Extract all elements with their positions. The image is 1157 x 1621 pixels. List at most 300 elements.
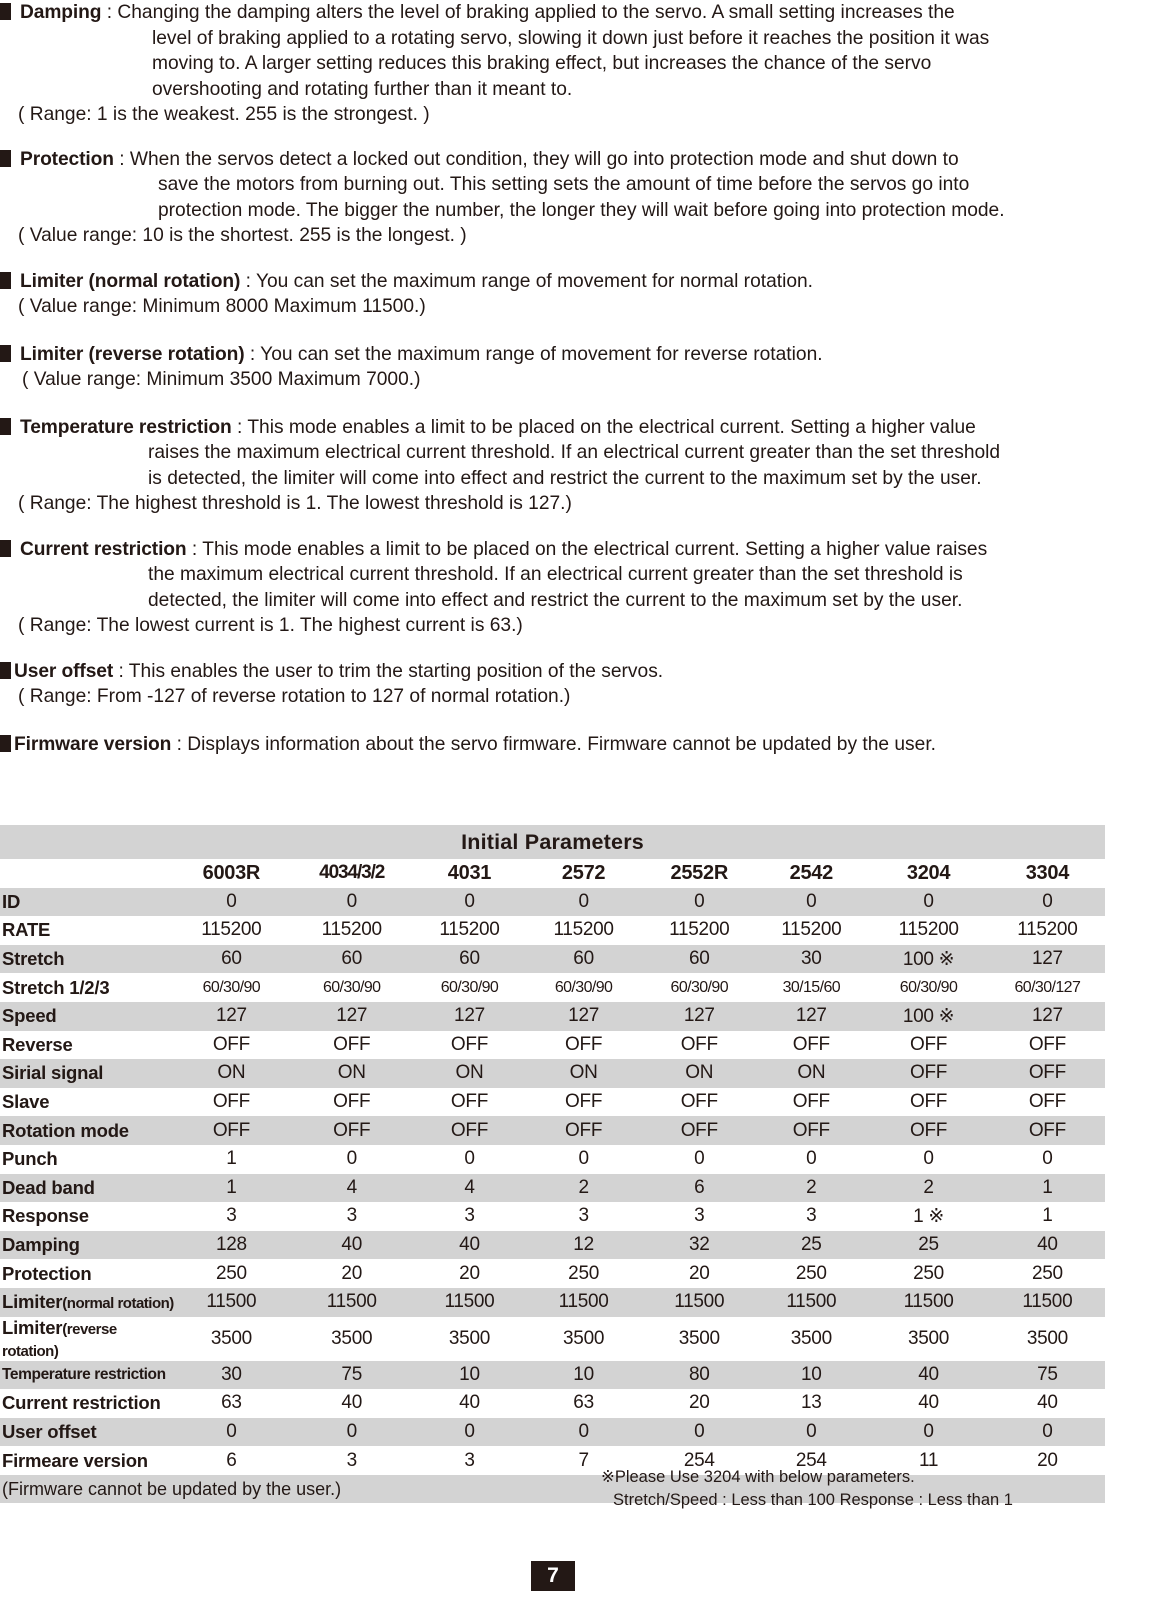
initial-parameters-table-wrap bbox=[0, 825, 1105, 1503]
table-cell: 4 bbox=[288, 1174, 415, 1203]
table-cell: 115200 bbox=[755, 916, 867, 945]
row-label-text: Punch bbox=[2, 1148, 58, 1170]
table-cell: OFF bbox=[990, 1088, 1105, 1117]
table-cell: 250 bbox=[174, 1259, 288, 1288]
table-cell: 11 bbox=[867, 1446, 989, 1475]
table-cell: 0 bbox=[755, 1145, 867, 1174]
table-cell: 115200 bbox=[643, 916, 755, 945]
table-cell: OFF bbox=[867, 1031, 989, 1060]
section-current-restriction-cont-1: the maximum electrical current threshold. If an electrical current greater than the set threshold is bbox=[148, 564, 963, 585]
section-temperature-restriction-range: ( Range: The highest threshold is 1. The lowest threshold is 127.) bbox=[18, 493, 572, 514]
table-cell: 0 bbox=[755, 888, 867, 917]
row-label bbox=[0, 1361, 174, 1390]
table-cell: 11500 bbox=[415, 1288, 524, 1317]
section-limiter-reverse-first-line: You can set the maximum range of movement for reverse rotation. bbox=[260, 343, 823, 365]
section-firmware-version-term: Firmware version bbox=[14, 733, 172, 755]
row-label-text: Damping bbox=[2, 1234, 80, 1256]
section-protection-headline bbox=[0, 147, 1157, 173]
table-cell: OFF bbox=[755, 1031, 867, 1060]
row-label-text: Firmeare version bbox=[2, 1449, 148, 1471]
table-cell: ON bbox=[643, 1059, 755, 1088]
table-cell: 20 bbox=[643, 1389, 755, 1418]
section-temperature-restriction-headline bbox=[0, 415, 1157, 441]
row-label-text: Current restriction bbox=[2, 1392, 161, 1414]
table-cell: 40 bbox=[415, 1231, 524, 1260]
row-label-text: Stretch 1/2/3 bbox=[2, 976, 110, 998]
table-cell: 127 bbox=[174, 1002, 288, 1031]
table-cell: OFF bbox=[524, 1088, 643, 1117]
initial-parameters-table bbox=[0, 825, 1105, 1503]
table-cell: 20 bbox=[288, 1259, 415, 1288]
table-cell: 115200 bbox=[174, 916, 288, 945]
table-cell: 115200 bbox=[524, 916, 643, 945]
table-cell: 40 bbox=[415, 1389, 524, 1418]
table-cell: 127 bbox=[524, 1002, 643, 1031]
section-damping-colon: : bbox=[101, 2, 118, 23]
section-protection-range: ( Value range: 10 is the shortest. 255 is the longest. ) bbox=[18, 225, 467, 246]
table-cell: OFF bbox=[643, 1088, 755, 1117]
table-cell: 25 bbox=[755, 1231, 867, 1260]
section-temperature-restriction bbox=[0, 415, 1157, 517]
section-temperature-restriction-cont-2: is detected, the limiter will come into effect and restrict the current to the maximum set by the user. bbox=[148, 467, 982, 489]
section-user-offset-range: ( Range: From -127 of reverse rotation to 127 of normal rotation.) bbox=[18, 686, 571, 707]
section-user-offset-first-line: This enables the user to trim the starting position of the servos. bbox=[128, 660, 664, 682]
table-title-row bbox=[0, 825, 1105, 859]
row-label-text: Response bbox=[2, 1205, 89, 1227]
section-current-restriction-cont-2: detected, the limiter will come into effect and restrict the current to the maximum set by the user. bbox=[148, 589, 963, 611]
table-note: (Firmware cannot be updated by the user.) bbox=[0, 1475, 1105, 1504]
table-cell: 60 bbox=[415, 945, 524, 974]
table-row bbox=[0, 1389, 1105, 1418]
row-label-text: Dead band bbox=[2, 1176, 95, 1198]
table-cell: OFF bbox=[288, 1116, 415, 1145]
section-firmware-version bbox=[0, 732, 1157, 758]
table-cell: 0 bbox=[643, 1145, 755, 1174]
table-cell: 11500 bbox=[174, 1288, 288, 1317]
table-cell: 3500 bbox=[990, 1317, 1105, 1361]
table-cell: 1 bbox=[990, 1202, 1105, 1231]
table-cell: 40 bbox=[867, 1389, 989, 1418]
section-protection bbox=[0, 147, 1157, 249]
table-cell: OFF bbox=[755, 1088, 867, 1117]
table-cell: 250 bbox=[524, 1259, 643, 1288]
section-protection-term: Protection bbox=[20, 148, 114, 170]
section-damping-cont-1: level of braking applied to a rotating servo, slowing it down just before it reaches the position it was bbox=[152, 27, 990, 49]
section-user-offset bbox=[0, 659, 1157, 710]
table-cell: 30/15/60 bbox=[755, 973, 867, 1002]
table-cell: OFF bbox=[415, 1116, 524, 1145]
table-cell: 75 bbox=[288, 1361, 415, 1390]
square-bullet-icon bbox=[0, 662, 11, 679]
column-header-1: 4034/3/2 bbox=[288, 859, 415, 888]
table-cell: ON bbox=[415, 1059, 524, 1088]
section-damping-term: Damping bbox=[20, 2, 102, 23]
section-damping-cont-3: overshooting and rotating further than it meant to. bbox=[152, 78, 573, 100]
table-cell: 100 ※ bbox=[867, 945, 989, 974]
section-temperature-restriction-first-line: This mode enables a limit to be placed on the electrical current. Setting a higher value bbox=[247, 416, 976, 438]
section-limiter-normal-colon: : bbox=[240, 270, 256, 292]
table-cell: 60/30/90 bbox=[524, 973, 643, 1002]
table-header-row bbox=[0, 859, 1105, 888]
table-cell: 40 bbox=[288, 1231, 415, 1260]
footnote-line-1: ※Please Use 3204 with below parameters. bbox=[601, 1468, 915, 1486]
table-cell: 60 bbox=[524, 945, 643, 974]
column-header-2: 4031 bbox=[415, 859, 524, 888]
table-cell: 40 bbox=[990, 1231, 1105, 1260]
table-cell: OFF bbox=[174, 1088, 288, 1117]
table-cell: 1 bbox=[990, 1174, 1105, 1203]
table-cell: OFF bbox=[288, 1031, 415, 1060]
table-cell: 250 bbox=[867, 1259, 989, 1288]
table-cell: 3 bbox=[288, 1202, 415, 1231]
row-label bbox=[0, 945, 174, 974]
table-cell: 1 bbox=[174, 1174, 288, 1203]
section-temperature-restriction-term: Temperature restriction bbox=[20, 416, 232, 438]
row-label-text: User offset bbox=[2, 1420, 97, 1442]
row-label-text: Rotation mode bbox=[2, 1119, 129, 1141]
section-current-restriction-range: ( Range: The lowest current is 1. The highest current is 63.) bbox=[18, 615, 523, 636]
table-cell: 0 bbox=[524, 1418, 643, 1447]
table-cell: 60/30/127 bbox=[990, 973, 1105, 1002]
table-row bbox=[0, 973, 1105, 1002]
table-cell: 60 bbox=[174, 945, 288, 974]
table-cell: 0 bbox=[415, 1418, 524, 1447]
table-cell: 3 bbox=[415, 1446, 524, 1475]
table-cell: 60/30/90 bbox=[867, 973, 989, 1002]
table-cell: 0 bbox=[867, 888, 989, 917]
table-cell: 254 bbox=[755, 1446, 867, 1475]
section-limiter-normal-first-line: You can set the maximum range of movement for normal rotation. bbox=[255, 270, 814, 292]
table-cell: 127 bbox=[755, 1002, 867, 1031]
section-current-restriction bbox=[0, 537, 1157, 639]
table-cell: 2 bbox=[755, 1174, 867, 1203]
section-protection-colon: : bbox=[113, 148, 130, 170]
table-cell: 11500 bbox=[288, 1288, 415, 1317]
table-cell: 63 bbox=[174, 1389, 288, 1418]
table-row bbox=[0, 1088, 1105, 1117]
square-bullet-icon bbox=[0, 540, 11, 557]
row-label-text: ID bbox=[2, 890, 21, 912]
row-label bbox=[0, 888, 174, 917]
table-row bbox=[0, 1145, 1105, 1174]
table-cell: 4 bbox=[415, 1174, 524, 1203]
table-cell: OFF bbox=[415, 1031, 524, 1060]
row-label bbox=[0, 1145, 174, 1174]
table-cell: 3500 bbox=[755, 1317, 867, 1361]
table-cell: 7 bbox=[524, 1446, 643, 1475]
table-cell: 11500 bbox=[867, 1288, 989, 1317]
section-limiter-reverse-headline bbox=[0, 342, 1157, 368]
table-cell: 30 bbox=[755, 945, 867, 974]
table-row bbox=[0, 1361, 1105, 1390]
table-row bbox=[0, 945, 1105, 974]
row-label-sub: (reverse rotation) bbox=[2, 1320, 117, 1360]
table-cell: 10 bbox=[755, 1361, 867, 1390]
table-cell: 25 bbox=[867, 1231, 989, 1260]
section-firmware-version-headline bbox=[0, 732, 1157, 758]
table-cell: 0 bbox=[990, 1145, 1105, 1174]
square-bullet-icon bbox=[0, 272, 11, 289]
section-damping-range: ( Range: 1 is the weakest. 255 is the strongest. ) bbox=[18, 104, 430, 125]
page-number: 7 bbox=[531, 1561, 575, 1591]
section-firmware-version-first-line: Displays information about the servo firmware. Firmware cannot be updated by the user. bbox=[187, 733, 936, 755]
section-protection-first-line: When the servos detect a locked out condition, they will go into protection mode and shut down to bbox=[129, 148, 959, 170]
table-cell: 0 bbox=[990, 1418, 1105, 1447]
table-cell: OFF bbox=[867, 1088, 989, 1117]
section-current-restriction-headline bbox=[0, 537, 1157, 563]
document-body bbox=[0, 0, 1157, 778]
footnote-line-2: Stretch/Speed : Less than 100 Response : Less than 1 bbox=[613, 1491, 1013, 1509]
table-cell: OFF bbox=[288, 1088, 415, 1117]
table-cell: OFF bbox=[990, 1031, 1105, 1060]
section-protection-cont-2: protection mode. The bigger the number, the longer they will wait before going into protection mode. bbox=[158, 199, 1005, 221]
column-header-0: 6003R bbox=[174, 859, 288, 888]
table-cell: 6 bbox=[174, 1446, 288, 1475]
row-label bbox=[0, 1259, 174, 1288]
row-label bbox=[0, 1116, 174, 1145]
section-current-restriction-first-line: This mode enables a limit to be placed on the electrical current. Setting a higher value raises bbox=[202, 538, 988, 560]
table-cell: 0 bbox=[174, 888, 288, 917]
table-cell: 0 bbox=[288, 1418, 415, 1447]
table-cell: OFF bbox=[867, 1116, 989, 1145]
table-cell: 10 bbox=[415, 1361, 524, 1390]
table-cell: OFF bbox=[867, 1059, 989, 1088]
table-cell: 3 bbox=[415, 1202, 524, 1231]
section-temperature-restriction-cont-1: raises the maximum electrical current threshold. If an electrical current greater than the set threshold bbox=[148, 442, 1001, 463]
table-cell: OFF bbox=[755, 1116, 867, 1145]
table-cell: 3500 bbox=[174, 1317, 288, 1361]
table-cell: 30 bbox=[174, 1361, 288, 1390]
row-label bbox=[0, 1031, 174, 1060]
table-cell: 115200 bbox=[867, 916, 989, 945]
section-damping-first-line: Changing the damping alters the level of braking applied to the servo. A small setting increases the bbox=[117, 2, 955, 23]
row-label bbox=[0, 1389, 174, 1418]
table-cell: 115200 bbox=[990, 916, 1105, 945]
table-cell: 250 bbox=[990, 1259, 1105, 1288]
table-cell: OFF bbox=[643, 1116, 755, 1145]
table-cell: 127 bbox=[990, 945, 1105, 974]
section-limiter-normal-headline bbox=[0, 269, 1157, 295]
table-cell: 40 bbox=[990, 1389, 1105, 1418]
table-cell: 12 bbox=[524, 1231, 643, 1260]
table-cell: 3 bbox=[288, 1446, 415, 1475]
section-user-offset-headline bbox=[0, 659, 1157, 685]
square-bullet-icon bbox=[0, 150, 11, 167]
section-current-restriction-term: Current restriction bbox=[20, 538, 187, 560]
table-cell: 0 bbox=[288, 888, 415, 917]
column-header-5: 2542 bbox=[755, 859, 867, 888]
table-cell: 0 bbox=[755, 1418, 867, 1447]
section-limiter-reverse-term: Limiter (reverse rotation) bbox=[20, 343, 245, 365]
table-cell: 3 bbox=[755, 1202, 867, 1231]
row-label bbox=[0, 1202, 174, 1231]
row-label-text: Stretch bbox=[2, 948, 65, 970]
table-row bbox=[0, 1317, 1105, 1361]
table-cell: 1 bbox=[174, 1145, 288, 1174]
square-bullet-icon bbox=[0, 3, 11, 20]
table-cell: 0 bbox=[990, 888, 1105, 917]
table-cell: 127 bbox=[415, 1002, 524, 1031]
table-cell: 3500 bbox=[415, 1317, 524, 1361]
table-cell: 0 bbox=[524, 1145, 643, 1174]
section-limiter-reverse-colon: : bbox=[244, 343, 261, 365]
table-cell: 0 bbox=[415, 888, 524, 917]
section-current-restriction-colon: : bbox=[186, 538, 203, 560]
row-label bbox=[0, 1418, 174, 1447]
table-cell: 11500 bbox=[990, 1288, 1105, 1317]
table-cell: 115200 bbox=[415, 916, 524, 945]
section-temperature-restriction-colon: : bbox=[231, 416, 248, 438]
table-cell: 80 bbox=[643, 1361, 755, 1390]
square-bullet-icon bbox=[0, 345, 11, 362]
table-cell: 3500 bbox=[643, 1317, 755, 1361]
table-row bbox=[0, 1002, 1105, 1031]
section-limiter-reverse bbox=[0, 342, 1157, 393]
table-cell: ON bbox=[288, 1059, 415, 1088]
section-user-offset-colon: : bbox=[113, 660, 129, 682]
table-cell: 6 bbox=[643, 1174, 755, 1203]
table-cell: ON bbox=[755, 1059, 867, 1088]
section-protection-cont-1: save the motors from burning out. This setting sets the amount of time before the servos go into bbox=[158, 174, 970, 195]
column-header-4: 2552R bbox=[643, 859, 755, 888]
table-cell: 0 bbox=[288, 1145, 415, 1174]
row-label-text: RATE bbox=[2, 919, 51, 941]
table-cell: 11500 bbox=[755, 1288, 867, 1317]
table-cell: OFF bbox=[174, 1116, 288, 1145]
table-cell: 2 bbox=[524, 1174, 643, 1203]
table-row bbox=[0, 888, 1105, 917]
table-row bbox=[0, 1259, 1105, 1288]
square-bullet-icon bbox=[0, 735, 11, 752]
section-firmware-version-colon: : bbox=[171, 733, 188, 755]
table-cell: 3500 bbox=[867, 1317, 989, 1361]
row-label bbox=[0, 1317, 174, 1361]
row-label bbox=[0, 1002, 174, 1031]
table-title: Initial Parameters bbox=[0, 825, 1105, 859]
table-cell: 3 bbox=[643, 1202, 755, 1231]
table-cell: 10 bbox=[524, 1361, 643, 1390]
table-cell: ON bbox=[174, 1059, 288, 1088]
table-cell: 115200 bbox=[288, 916, 415, 945]
table-row bbox=[0, 1288, 1105, 1317]
table-row bbox=[0, 1202, 1105, 1231]
row-label-text: Reverse bbox=[2, 1033, 73, 1055]
row-label bbox=[0, 973, 174, 1002]
row-label bbox=[0, 1288, 174, 1317]
table-cell: 32 bbox=[643, 1231, 755, 1260]
table-cell: 127 bbox=[990, 1002, 1105, 1031]
table-cell: 60/30/90 bbox=[288, 973, 415, 1002]
table-cell: 0 bbox=[867, 1418, 989, 1447]
table-row bbox=[0, 1231, 1105, 1260]
table-cell: OFF bbox=[524, 1031, 643, 1060]
table-cell: 0 bbox=[524, 888, 643, 917]
table-cell: 0 bbox=[174, 1418, 288, 1447]
header-corner-cell bbox=[0, 859, 174, 888]
row-label bbox=[0, 1231, 174, 1260]
table-cell: ON bbox=[524, 1059, 643, 1088]
table-cell: 0 bbox=[643, 888, 755, 917]
table-cell: 63 bbox=[524, 1389, 643, 1418]
section-limiter-normal-term: Limiter (normal rotation) bbox=[20, 270, 241, 292]
row-label bbox=[0, 916, 174, 945]
table-cell: 60/30/90 bbox=[415, 973, 524, 1002]
column-header-6: 3204 bbox=[867, 859, 989, 888]
square-bullet-icon bbox=[0, 418, 11, 435]
footnote bbox=[601, 1466, 1013, 1512]
table-cell: 0 bbox=[415, 1145, 524, 1174]
row-label-sub: (normal rotation) bbox=[62, 1295, 174, 1313]
column-header-7: 3304 bbox=[990, 859, 1105, 888]
section-damping-cont-2: moving to. A larger setting reduces this braking effect, but increases the chance of the servo bbox=[152, 53, 932, 74]
row-label bbox=[0, 1446, 174, 1475]
table-cell: 1 ※ bbox=[867, 1202, 989, 1231]
table-cell: 127 bbox=[288, 1002, 415, 1031]
section-damping-headline bbox=[0, 0, 1157, 26]
table-cell: OFF bbox=[990, 1116, 1105, 1145]
table-cell: 2 bbox=[867, 1174, 989, 1203]
row-label-text: Protection bbox=[2, 1262, 92, 1284]
table-cell: 128 bbox=[174, 1231, 288, 1260]
table-cell: OFF bbox=[990, 1059, 1105, 1088]
table-cell: 60 bbox=[643, 945, 755, 974]
table-cell: 20 bbox=[990, 1446, 1105, 1475]
table-cell: OFF bbox=[643, 1031, 755, 1060]
section-limiter-normal bbox=[0, 269, 1157, 320]
row-label-text: Speed bbox=[2, 1005, 57, 1027]
table-cell: 20 bbox=[415, 1259, 524, 1288]
table-row bbox=[0, 916, 1105, 945]
row-label bbox=[0, 1174, 174, 1203]
table-cell: OFF bbox=[415, 1088, 524, 1117]
table-cell: 100 ※ bbox=[867, 1002, 989, 1031]
section-limiter-reverse-range: ( Value range: Minimum 3500 Maximum 7000.) bbox=[22, 369, 421, 390]
table-cell: 254 bbox=[643, 1446, 755, 1475]
table-cell: 3500 bbox=[524, 1317, 643, 1361]
row-label-text: Temperature restriction bbox=[2, 1365, 166, 1383]
table-cell: 60/30/90 bbox=[174, 973, 288, 1002]
table-cell: 60/30/90 bbox=[643, 973, 755, 1002]
table-row bbox=[0, 1116, 1105, 1145]
table-cell: 0 bbox=[867, 1145, 989, 1174]
row-label-text: Slave bbox=[2, 1091, 50, 1113]
row-label-text: Limiter bbox=[2, 1316, 63, 1338]
table-cell: 127 bbox=[643, 1002, 755, 1031]
table-row bbox=[0, 1059, 1105, 1088]
row-label bbox=[0, 1059, 174, 1088]
table-cell: 3 bbox=[174, 1202, 288, 1231]
table-cell: 3 bbox=[524, 1202, 643, 1231]
row-label-text: Sirial signal bbox=[2, 1062, 104, 1084]
table-cell: OFF bbox=[174, 1031, 288, 1060]
table-cell: 3500 bbox=[288, 1317, 415, 1361]
table-cell: 20 bbox=[643, 1259, 755, 1288]
table-cell: 13 bbox=[755, 1389, 867, 1418]
section-user-offset-term: User offset bbox=[14, 660, 114, 682]
table-row bbox=[0, 1418, 1105, 1447]
row-label bbox=[0, 1088, 174, 1117]
row-label-text: Limiter bbox=[2, 1291, 63, 1313]
section-limiter-normal-range: ( Value range: Minimum 8000 Maximum 11500.) bbox=[18, 296, 426, 317]
table-row bbox=[0, 1174, 1105, 1203]
table-cell: 40 bbox=[288, 1389, 415, 1418]
table-cell: 11500 bbox=[643, 1288, 755, 1317]
table-cell: OFF bbox=[524, 1116, 643, 1145]
table-cell: 75 bbox=[990, 1361, 1105, 1390]
section-damping bbox=[0, 0, 1157, 128]
table-cell: 0 bbox=[643, 1418, 755, 1447]
table-cell: 40 bbox=[867, 1361, 989, 1390]
